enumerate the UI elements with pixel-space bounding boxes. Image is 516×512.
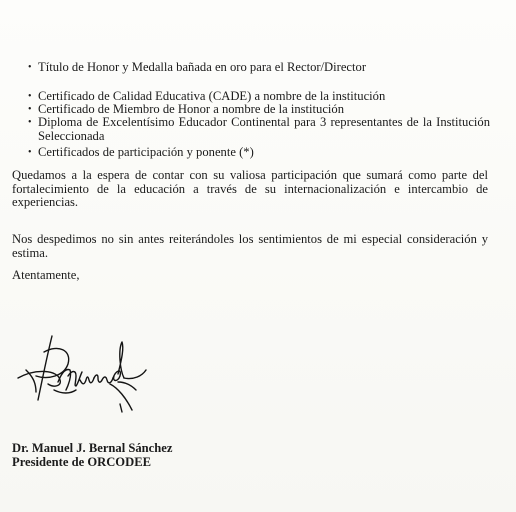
list-item-text: Certificados de participación y ponente (*): [38, 145, 254, 159]
bullet-marker: •: [28, 117, 32, 128]
signatory-name: Dr. Manuel J. Bernal Sánchez: [12, 441, 173, 455]
list-item-text: Certificado de Miembro de Honor a nombre de la institución: [38, 102, 345, 116]
list-item-text: Diploma de Excelentísimo Educador Continental para 3 representantes de la Institución Seleccionada: [38, 115, 490, 143]
bullet-marker: •: [28, 62, 32, 73]
handwritten-signature: [14, 330, 154, 415]
bullet-marker: •: [28, 147, 32, 158]
list-item: [12, 146, 490, 160]
list-item: [12, 61, 490, 75]
list-item: [12, 116, 490, 143]
list-item-text: Certificado de Calidad Educativa (CADE) a nombre de la institución: [38, 89, 386, 103]
participation-paragraph: Quedamos a la espera de contar con su valiosa participación que sumará como parte del fortalecimiento de la educación a través de su internacionalización e intercambio de experiencias.: [12, 168, 488, 210]
closing-salutation: Atentamente,: [12, 268, 80, 282]
signatory-role: Presidente de ORCODEE: [12, 455, 151, 469]
bullet-marker: •: [28, 104, 32, 115]
bullet-marker: •: [28, 91, 32, 102]
farewell-paragraph: Nos despedimos no sin antes reiterándoles los sentimientos de mi especial consideración y estima.: [12, 232, 488, 260]
list-item-text: Título de Honor y Medalla bañada en oro para el Rector/Director: [38, 60, 367, 74]
